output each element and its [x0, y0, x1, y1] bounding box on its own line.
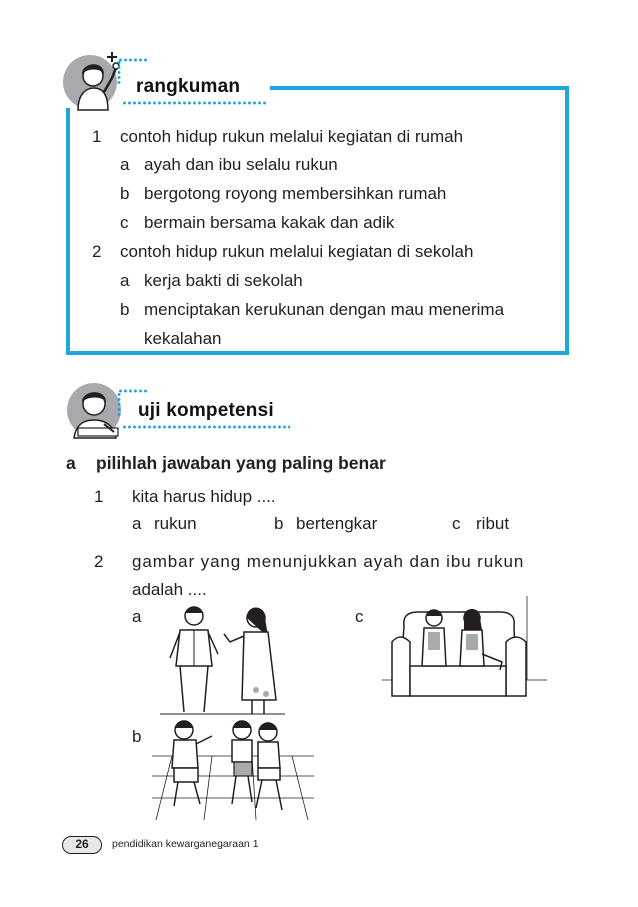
item-letter: b	[120, 300, 130, 319]
badge-dots-bottom	[122, 101, 268, 105]
item-text: ayah dan ibu selalu rukun	[144, 155, 338, 174]
summary-title: rangkuman	[136, 76, 241, 97]
picture-option-c-label[interactable]: c	[355, 607, 364, 626]
picture-option-a[interactable]	[160, 600, 285, 720]
option-text: ribut	[476, 514, 510, 533]
badge-dots-left	[117, 60, 121, 86]
question-text: gambar yang menunjukkan ayah dan ibu rukun	[132, 552, 525, 571]
section-heading-text: pilihlah jawaban yang paling benar	[96, 453, 386, 473]
section-letter: a	[66, 453, 76, 473]
picture-option-b[interactable]	[152, 716, 314, 820]
picture-option-c[interactable]	[382, 596, 547, 716]
picture-option-a-label[interactable]: a	[132, 607, 142, 626]
badge-dots-bottom	[122, 425, 290, 429]
item-text: contoh hidup rukun melalui kegiatan di sekolah	[120, 242, 474, 261]
item-letter: c	[120, 213, 129, 232]
item-letter: b	[120, 184, 130, 203]
question-text-continuation: adalah ....	[132, 580, 207, 599]
item-letter: a	[120, 155, 130, 174]
badge-dots-top	[118, 58, 148, 62]
picture-option-b-label[interactable]: b	[132, 727, 142, 746]
summary-item-continuation: kekalahan	[144, 329, 222, 348]
option-letter: c	[452, 514, 461, 533]
item-text: bermain bersama kakak dan adik	[144, 213, 395, 232]
competency-title: uji kompetensi	[138, 400, 274, 421]
option-letter: b	[274, 514, 284, 533]
item-text: menciptakan kerukunan dengan mau menerima	[144, 300, 505, 319]
badge-dots-top	[118, 389, 148, 393]
item-text: kerja bakti di sekolah	[144, 271, 303, 290]
question-number: 1	[94, 487, 104, 506]
option-letter: a	[132, 514, 142, 533]
badge-dots-left	[117, 392, 121, 418]
item-letter: a	[120, 271, 130, 290]
item-text: bergotong royong membersihkan rumah	[144, 184, 447, 203]
option-text: bertengkar	[296, 514, 378, 533]
book-title: pendidikan kewarganegaraan 1	[112, 838, 259, 850]
option-text: rukun	[154, 514, 197, 533]
item-number: 2	[92, 242, 102, 261]
item-number: 1	[92, 127, 102, 146]
question-number: 2	[94, 552, 104, 571]
question-text: kita harus hidup ....	[132, 487, 276, 506]
item-text: contoh hidup rukun melalui kegiatan di rumah	[120, 127, 464, 146]
page-number-badge: 26	[62, 836, 102, 854]
